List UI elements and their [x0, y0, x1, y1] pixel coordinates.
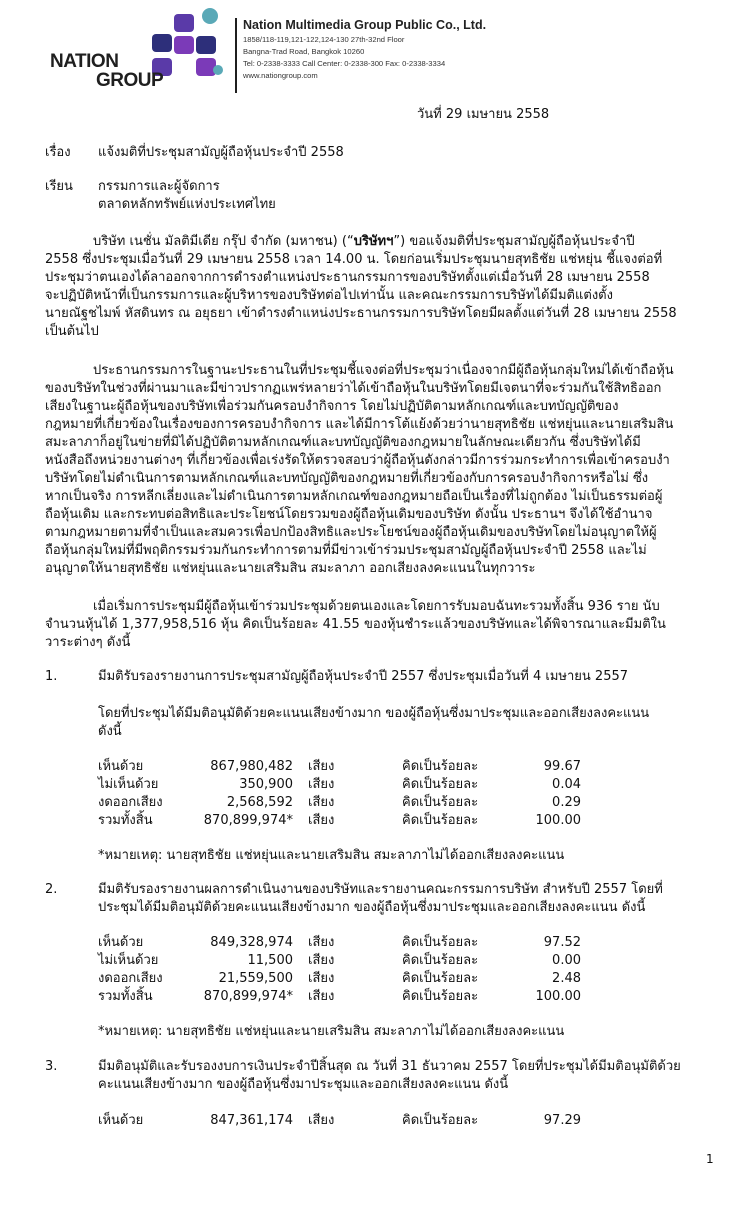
vote-unit: เสียง [308, 813, 335, 828]
website: www.nationgroup.com [243, 71, 318, 80]
recipient-label: เรียน [45, 179, 73, 194]
contact-line: Tel: 0-2338-3333 Call Center: 0-2338-300 Fax: 0-2338-3334 [243, 59, 446, 68]
vote-count: 870,899,974* [203, 813, 293, 828]
paragraph-chairman-statement [45, 362, 713, 578]
agenda-3-number: 3. [45, 1059, 58, 1074]
vote-unit: เสียง [308, 971, 335, 986]
para2-line-5: สมะลาภาก็อยู่ในข่ายที่มิได้ปฏิบัติตามหลักเกณฑ์และบทบัญญัติของกฎหมายในลักษณะเดียวกัน ซึ่งบริษัทได้มี [45, 435, 641, 450]
vote-count: 2,568,592 [226, 795, 293, 810]
para2-line-3: เสียงในฐานะผู้ถือหุ้นของบริษัทเพื่อร่วมกันครอบงำกิจการ โดยไม่ปฏิบัติตามหลักเกณฑ์และบทบัญญัติของ [45, 399, 619, 414]
vote-pct-label: คิดเป็นร้อยละ [402, 795, 479, 810]
recipient-line-2: ตลาดหลักทรัพย์แห่งประเทศไทย [98, 197, 276, 212]
para2-line-7: บริษัทโดยไม่ดำเนินการตามหลักเกณฑ์และบทบัญญัติของกฎหมายที่เกี่ยวข้องกับการครอบงำกิจการหรือไม่ ซึ่ง [45, 471, 649, 486]
address-line-1: 1858/118-119,121-122,124-130 27th-32nd Floor [243, 35, 405, 44]
agenda-3-title-line-2: คะแนนเสียงข้างมาก ของผู้ถือหุ้นซึ่งมาประชุมและออกเสียงลงคะแนน ดังนี้ [98, 1077, 509, 1092]
para2-line-2: ของบริษัทในช่วงที่ผ่านมาและมีข่าวปรากฏแพร่หลายว่าได้เข้าถือหุ้นในบริษัทโดยมีเจตนาที่จะร่วมกันใช้สิทธิออก [45, 381, 662, 396]
agenda-2-number: 2. [45, 882, 58, 897]
para1-line-4: จะปฏิบัติหน้าที่เป็นกรรมการและผู้บริหารของบริษัทต่อไปเท่านั้น และคณะกรรมการบริษัทได้มีมติแต่งตั้ง [45, 288, 613, 303]
recipient-line-1: กรรมการและผู้จัดการ [98, 179, 220, 194]
address-line-2: Bangna-Trad Road, Bangkok 10260 [243, 47, 365, 56]
company-name: Nation Multimedia Group Public Co., Ltd. [243, 18, 487, 32]
para2-line-1: ประธานกรรมการในฐานะประธานในที่ประชุมชี้แจงต่อที่ประชุมว่าเนื่องจากมีผู้ถือหุ้นกลุ่มใหม่ได้เข้าถือหุ้น [93, 363, 674, 378]
logo-word-nation: NATION [50, 51, 119, 72]
para1-line-2: 2558 ซึ่งประชุมเมื่อวันที่ 29 เมษายน 2558 เวลา 14.00 น. โดยก่อนเริ่มประชุมนายสุทธิชัย แช่หยุ่น ชี้แจงต่อที่ [45, 252, 663, 267]
company-info [243, 18, 486, 82]
logo-word-group: GROUP [96, 70, 164, 91]
vote-pct: 100.00 [535, 989, 581, 1004]
vote-unit: เสียง [308, 989, 335, 1004]
paragraph-attendance [45, 598, 713, 652]
para2-line-4: กฎหมายที่เกี่ยวข้องในเรื่องของการครอบงำกิจการ และได้มีการโต้แย้งด้วยว่านายสุทธิชัย แช่หยุ่นและนายเสริมสิน [45, 417, 674, 432]
vote-label: รวมทั้งสิ้น [98, 813, 153, 828]
para3-line-3: วาระต่างๆ ดังนี้ [45, 635, 131, 650]
agenda-2-vote-row [98, 934, 598, 952]
agenda-2-note: *หมายเหตุ: นายสุทธิชัย แช่หยุ่นและนายเสริมสิน สมะลาภาไม่ได้ออกเสียงลงคะแนน [98, 1024, 565, 1039]
para2-line-11: ถือหุ้นกลุ่มใหม่ที่มีพฤติกรรมร่วมกันกระทำการตามที่มีข่าวเข้าร่วมประชุมสามัญผู้ถือหุ้นประจำปี 2558 และไม่ [45, 543, 647, 558]
vote-pct: 99.67 [543, 759, 581, 774]
company-short-name: บริษัทฯ [353, 234, 394, 249]
vote-pct: 97.29 [543, 1113, 581, 1128]
vote-pct: 97.52 [543, 935, 581, 950]
vote-count: 11,500 [247, 953, 293, 968]
vote-pct-label: คิดเป็นร้อยละ [402, 813, 479, 828]
vote-unit: เสียง [308, 1113, 335, 1128]
vote-pct: 2.48 [552, 971, 581, 986]
para2-line-8: หากเป็นจริง การหลีกเลี่ยงและไม่ดำเนินการตามหลักเกณฑ์ของกฎหมายถือเป็นเรื่องที่ไม่ถูกต้อง ไม่เป็นธรรมต่อผู้ [45, 489, 663, 504]
date-line: วันที่ 29 เมษายน 2558 [417, 107, 550, 122]
agenda-2-vote-row [98, 970, 598, 988]
vote-label: งดออกเสียง [98, 971, 163, 986]
subject-text: แจ้งมติที่ประชุมสามัญผู้ถือหุ้นประจำปี 2558 [98, 145, 344, 160]
vote-count: 849,328,974 [210, 935, 293, 950]
agenda-2-vote-row [98, 952, 598, 970]
vote-pct-label: คิดเป็นร้อยละ [402, 759, 479, 774]
vote-label: งดออกเสียง [98, 795, 163, 810]
vote-pct-label: คิดเป็นร้อยละ [402, 989, 479, 1004]
vote-label: ไม่เห็นด้วย [98, 953, 159, 968]
agenda-2-vote-row [98, 988, 598, 1006]
paragraph-opening [45, 233, 713, 341]
letterhead-divider [235, 18, 237, 93]
vote-unit: เสียง [308, 935, 335, 950]
vote-pct-label: คิดเป็นร้อยละ [402, 971, 479, 986]
agenda-1-vote-row [98, 776, 598, 794]
vote-count: 21,559,500 [218, 971, 293, 986]
vote-label: เห็นด้วย [98, 935, 144, 950]
agenda-1-vote-row [98, 794, 598, 812]
subject-label: เรื่อง [45, 145, 71, 160]
vote-pct-label: คิดเป็นร้อยละ [402, 935, 479, 950]
agenda-2-title-line-1: มีมติรับรองรายงานผลการดำเนินงานของบริษัทและรายงานคณะกรรมการบริษัท สำหรับปี 2557 โดยที่ [98, 882, 663, 897]
vote-label: ไม่เห็นด้วย [98, 777, 159, 792]
vote-count: 847,361,174 [210, 1113, 293, 1128]
agenda-1-intro-line-2: ดังนี้ [98, 724, 122, 739]
para3-line-1: เมื่อเริ่มการประชุมมีผู้ถือหุ้นเข้าร่วมประชุมด้วยตนเองและโดยการรับมอบฉันทะรวมทั้งสิ้น 936 ราย นับ [93, 599, 660, 614]
vote-count: 350,900 [239, 777, 293, 792]
agenda-1-note: *หมายเหตุ: นายสุทธิชัย แช่หยุ่นและนายเสริมสิน สมะลาภาไม่ได้ออกเสียงลงคะแนน [98, 848, 565, 863]
agenda-1-vote-row [98, 812, 598, 830]
vote-label: รวมทั้งสิ้น [98, 989, 153, 1004]
para2-line-10: ตามกฎหมายตามที่จำเป็นและสมควรเพื่อปกป้องสิทธิและประโยชน์ของผู้ถือหุ้นเดิมของบริษัทโดยไม่อนุญาตให้ผู้ [45, 525, 657, 540]
agenda-1-number: 1. [45, 669, 58, 684]
agenda-1-intro-line-1: โดยที่ประชุมได้มีมติอนุมัติด้วยคะแนนเสียงข้างมาก ของผู้ถือหุ้นซึ่งมาประชุมและออกเสียงลงคะแนน [98, 706, 650, 721]
vote-pct: 0.00 [552, 953, 581, 968]
para1-line-6: เป็นต้นไป [45, 324, 99, 339]
vote-unit: เสียง [308, 777, 335, 792]
agenda-1-vote-row [98, 758, 598, 776]
vote-unit: เสียง [308, 953, 335, 968]
vote-pct: 0.04 [552, 777, 581, 792]
vote-pct-label: คิดเป็นร้อยละ [402, 1113, 479, 1128]
vote-label: เห็นด้วย [98, 1113, 144, 1128]
para2-line-6: หนังสือถึงหน่วยงานต่างๆ ที่เกี่ยวข้องเพื่อเร่งรัดให้ตรวจสอบว่าผู้ถือหุ้นดังกล่าวมีการร่วมกระทำการเพื่อเข้าครอบงำ [45, 453, 670, 468]
agenda-3-title-line-1: มีมติอนุมัติและรับรองงบการเงินประจำปีสิ้นสุด ณ วันที่ 31 ธันวาคม 2557 โดยที่ประชุมได้มีมติอนุมัติด้วย [98, 1059, 681, 1074]
para3-line-2: จำนวนหุ้นได้ 1,377,958,516 หุ้น คิดเป็นร้อยละ 41.55 ของหุ้นชำระแล้วของบริษัทและได้พิจารณาและมีมติใน [45, 617, 666, 632]
vote-label: เห็นด้วย [98, 759, 144, 774]
vote-pct-label: คิดเป็นร้อยละ [402, 953, 479, 968]
nation-group-logo [40, 6, 240, 96]
para1-line-3: ประชุมว่าตนเองได้ลาออกจากการดำรงตำแหน่งประธานกรรมการของบริษัทตั้งแต่เมื่อวันที่ 28 เมษายน 2558 [45, 270, 650, 285]
vote-count: 870,899,974* [203, 989, 293, 1004]
para1-line-1a: บริษัท เนชั่น มัลติมีเดีย กรุ๊ป จำกัด (มหาชน) (“ [93, 234, 354, 249]
para1-line-5: นายณัฐชไมพ์ หัสดินทร ณ อยุธยา เข้าดำรงตำแหน่งประธานกรรมการบริษัทโดยมีผลตั้งแต่วันที่ 28 เมษายน 2558 [45, 306, 677, 321]
para1-line-1c: ”) ขอแจ้งมติที่ประชุมสามัญผู้ถือหุ้นประจำปี [393, 234, 635, 249]
para2-line-9: ถือหุ้นเดิม และกระทบต่อสิทธิและประโยชน์โดยรวมของผู้ถือหุ้นเดิมของบริษัท ดังนั้น ประธานฯ จึงได้ใช้อำนาจ [45, 507, 653, 522]
page-number: 1 [706, 1152, 714, 1166]
vote-pct: 0.29 [552, 795, 581, 810]
vote-count: 867,980,482 [210, 759, 293, 774]
agenda-2-title-line-2: ประชุมได้มีมติอนุมัติด้วยคะแนนเสียงข้างมาก ของผู้ถือหุ้นซึ่งมาประชุมและออกเสียงลงคะแนน ดังนี้ [98, 900, 646, 915]
para2-line-12: อนุญาตให้นายสุทธิชัย แช่หยุ่นและนายเสริมสิน สมะลาภา ออกเสียงลงคะแนนในทุกวาระ [45, 561, 536, 576]
vote-pct: 100.00 [535, 813, 581, 828]
agenda-1-title: มีมติรับรองรายงานการประชุมสามัญผู้ถือหุ้นประจำปี 2557 ซึ่งประชุมเมื่อวันที่ 4 เมษายน 2557 [98, 669, 629, 684]
vote-unit: เสียง [308, 759, 335, 774]
vote-unit: เสียง [308, 795, 335, 810]
agenda-3-vote-row [98, 1112, 598, 1130]
vote-pct-label: คิดเป็นร้อยละ [402, 777, 479, 792]
